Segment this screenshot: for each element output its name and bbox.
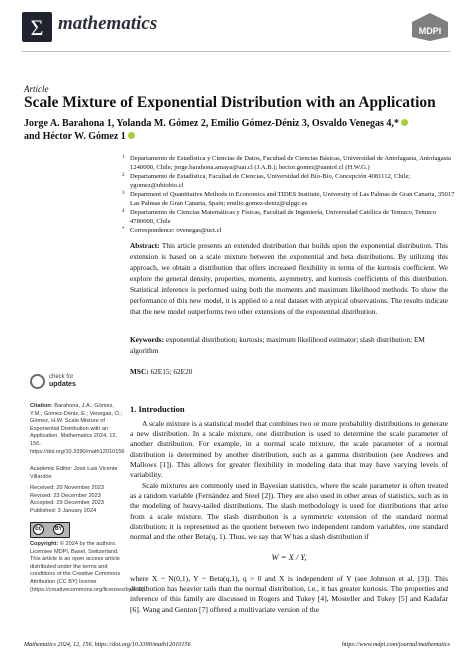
abstract — [130, 240, 448, 317]
check-label-1: check for — [49, 374, 74, 380]
affiliation-number: 3 — [122, 191, 125, 196]
footer-citation: Mathematics 2024, 12, 156. https://doi.org/10.3390/math12010156 — [24, 641, 191, 648]
accepted-date: Accepted: 29 December 2023 — [30, 500, 105, 507]
keywords-text: exponential distribution; kurtosis; maximum likelihood estimator; slash distribution; EM algorithm — [130, 335, 425, 355]
cc-by-license-badge[interactable] — [30, 522, 70, 538]
citation-block — [30, 403, 125, 456]
keywords-label: Keywords: — [130, 335, 165, 344]
check-for-updates-button[interactable] — [30, 374, 130, 394]
citation-label: Citation: — [30, 403, 53, 409]
correspondence — [122, 226, 455, 235]
affiliation-text: Correspondence: ovenegas@uct.cl — [130, 227, 222, 234]
journal-name: mathematics — [58, 13, 158, 34]
article-title: Scale Mixture of Exponential Distribution with an Application — [24, 94, 436, 111]
section-heading: 1. Introduction — [130, 404, 185, 414]
msc-codes — [130, 367, 448, 376]
article-type: Article — [24, 84, 49, 94]
affiliation-number: * — [122, 227, 125, 232]
cc-icon: cc — [33, 524, 44, 535]
msc-text: 62E15; 62E20 — [150, 367, 193, 376]
author-list — [24, 117, 444, 143]
abstract-label: Abstract: — [130, 241, 160, 250]
by-icon: BY — [53, 524, 64, 535]
affiliation-text: Departamento de Estadística y Ciencias de Datos, Facultad de Ciencias Básicas, Universidad de Antofagasta, Antofagasta 1240000, Chile; jorge.barahona.amaya@uai.cl (J.A.B.); hector.gomez@uantof.cl (H.W.G.) — [130, 155, 451, 171]
dates-block — [30, 485, 122, 515]
affiliation-text: Departamento de Estadística, Facultad de Ciencias, Universidad del Bío-Bío, Concepción 4081112, Chile; ygomez@ubiobio.cl — [130, 173, 411, 189]
affiliation-number: 2 — [122, 173, 125, 178]
journal-logo — [22, 12, 52, 42]
affiliation-text: Department of Quantitative Methods in Economics and TIDES Institute, University of Las Palmas de Gran Canaria, 35017 Las Palmas de Gran Canaria, Spain; emilio.gomez-deniz@ulpgc.es — [130, 191, 455, 207]
editor-label: Academic Editor: — [30, 466, 73, 472]
affiliation-text: Departamento de Ciencias Matemáticas y Físicas, Facultad de Ingeniería, Universidad Católica de Temuco, Temuco 4780000, Chile — [130, 209, 437, 225]
keywords — [130, 334, 448, 356]
orcid-icon[interactable] — [128, 132, 135, 139]
msc-label: MSC: — [130, 367, 149, 376]
abstract-text: This article presents an extended distribution that builds upon the exponential distribution. This extension is based on a scale mixture between the exponential and beta distributions. By utilizing this approach, we obtain a distribution that offers increased flexibility in terms of the kurtosis coefficient. We explore the general density, properties, moments, asymmetry, and kurtosis coefficients of this distribution. Statistical inference is performed using both the moments and maximum likelihood methods. To show the performance of this new model, it is applied to a real dataset with atypical observations. The results indicate that the new model outperforms two other extensions of the exponential distribution. — [130, 241, 448, 316]
publisher-label: MDPI — [418, 26, 442, 36]
affiliation — [122, 154, 455, 172]
paragraph: A scale mixture is a statistical model that combines two or more probability distributions to generate a new distribution. In a scale mixture, one distribution is used to determine the scale parameter of another distribution. For example, in a normal scale mixture, the scale parameter of a normal distribution is determined by another distribution, such as a gamma distribution (see Andrews and Mallows [1]). This allows for greater flexibility in modeling data that may have varying levels of variability. — [130, 419, 448, 480]
paragraph: where X ~ N(0,1), Y ~ Beta(q,1), q > 0 and X is independent of Y (see Johnson et al. [3]). This distribution has heavier tails than the normal distribution, i.e., it has greater kurtosis. The properties and inference of this family are discussed in Rogers and Tukey [4], Mosteller and Tukey [5] and Kadafar [6]. Wang and Genton [7] offered a multivariate version of the — [130, 574, 448, 614]
affiliation — [122, 190, 455, 208]
footer-journal-link[interactable]: https://www.mdpi.com/journal/mathematics — [341, 641, 450, 648]
copyright-text: © 2024 by the authors. Licensee MDPI, Basel, Switzerland. This article is an open access article distributed under the terms and conditions of the Creative Commons Attribution (CC BY) license (https://creativecommons.org/licenses/by/4.0/). — [30, 541, 146, 593]
check-updates-icon — [30, 374, 45, 389]
copyright-block — [30, 541, 146, 594]
authors-line-1: Jorge A. Barahona 1, Yolanda M. Gómez 2, Emilio Gómez-Déniz 3, Osvaldo Venegas 4,* — [24, 118, 399, 129]
academic-editor — [30, 466, 122, 481]
equation: W = X / Y, — [271, 552, 307, 562]
citation-text: Barahona, J.A.; Gómez, Y.M.; Gómez-Déniz, E.; Venegas, O.; Gómez, H.W. Scale Mixture of Exponential Distribution with an Application. Mathematics 2024, 12, 156. https://doi.org/10.3390/math12010156 — [30, 403, 125, 455]
affiliation — [122, 208, 455, 226]
affiliation-number: 4 — [122, 209, 125, 214]
authors-line-2: and Héctor W. Gómez 1 — [24, 131, 126, 142]
orcid-icon[interactable] — [401, 119, 408, 126]
svg-text:Σ: Σ — [30, 15, 44, 40]
paragraph: Scale mixtures are commonly used in Bayesian statistics, where the scale parameter is often treated as a random variable (Fernández and Steel [2]). They are also used in other areas of statistics, such as in the modeling of heavy-tailed distributions. The slash methodology is used for distributions that arise from a scale mixture. The slash distribution is a symmetric extension of the standard normal distribution; it is represented as the quotient between two independent random variables, one standard normal and the other Beta(q, 1). Thus, we say that W has a slash distribution if — [130, 481, 448, 542]
check-label-2: updates — [49, 381, 76, 388]
published-date: Published: 3 January 2024 — [30, 507, 97, 514]
header-divider — [22, 51, 450, 52]
copyright-label: Copyright: — [30, 541, 59, 547]
affiliation — [122, 172, 455, 190]
revised-date: Revised: 23 December 2023 — [30, 492, 101, 499]
received-date: Received: 20 November 2023 — [30, 485, 105, 491]
affiliation-number: 1 — [122, 155, 125, 160]
page-footer — [24, 641, 450, 648]
mdpi-logo — [411, 12, 449, 42]
sigma-icon — [22, 12, 52, 42]
editor-name: José Luis Vicente Villardón — [30, 466, 118, 480]
